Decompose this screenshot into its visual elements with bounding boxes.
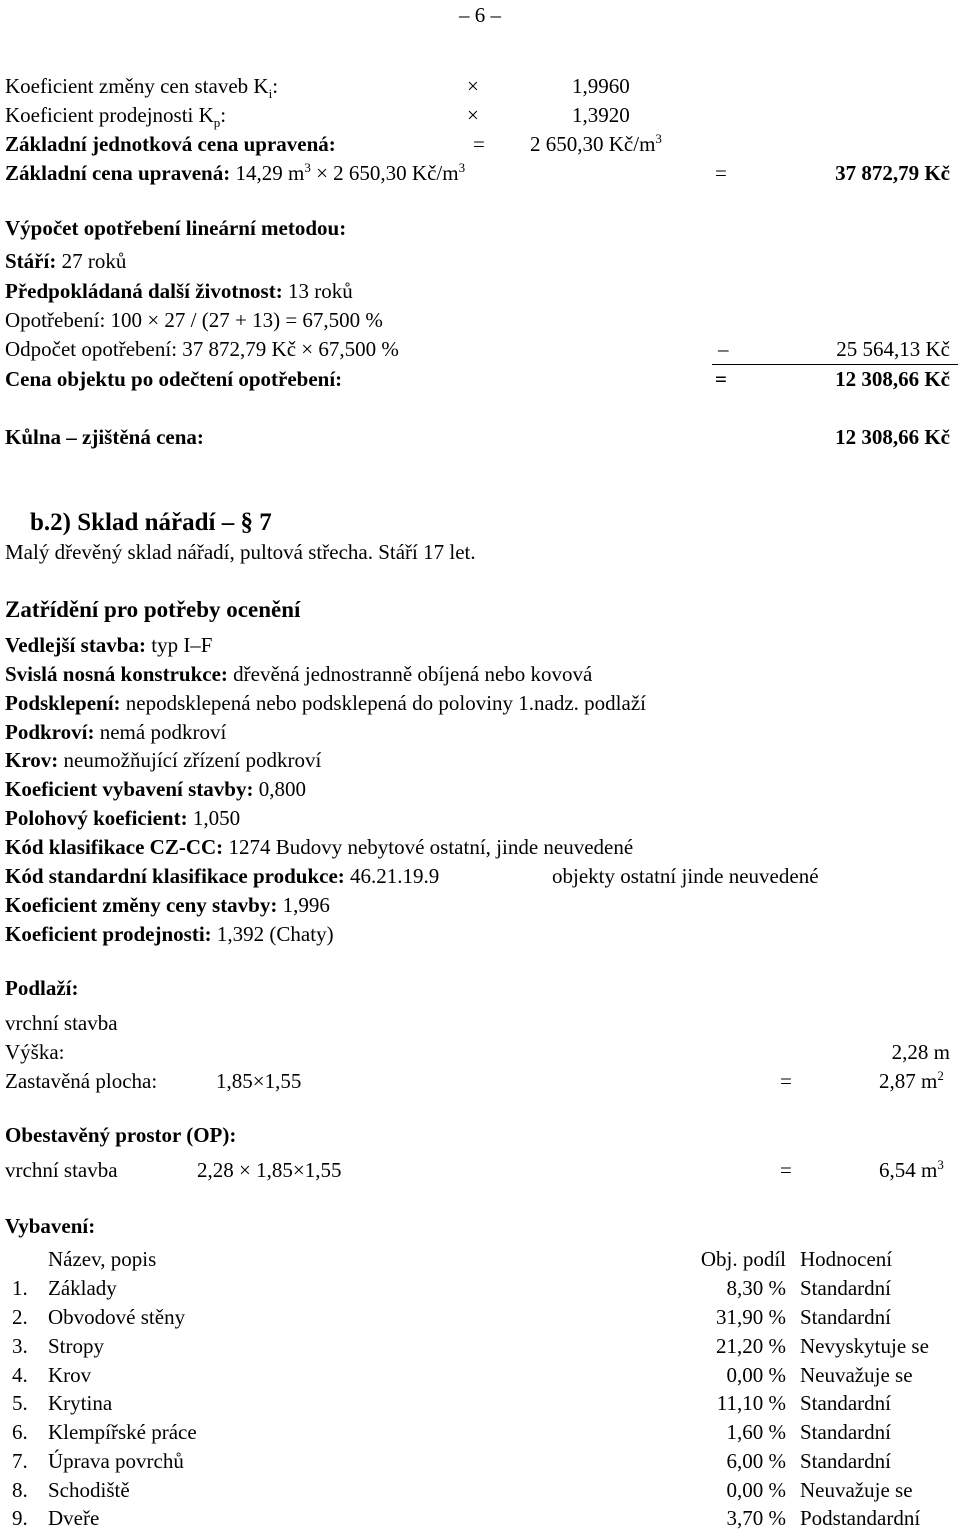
floors-heading: Podlaží: <box>5 976 79 1000</box>
classification-row: Podsklepení: nepodsklepená nebo podsklepená do poloviny 1.nadz. podlaží <box>5 691 646 715</box>
price-value: 12 308,66 Kč <box>835 367 950 391</box>
row-number: 4. <box>12 1363 28 1387</box>
row-rating: Standardní <box>800 1420 891 1444</box>
equals-sign: = <box>715 367 727 391</box>
height-value: 2,28 m <box>891 1040 950 1064</box>
equals-sign: = <box>780 1158 792 1182</box>
row-number: 9. <box>12 1506 28 1530</box>
zjc-label: Základní jednotková cena upravená: <box>5 132 336 156</box>
row-name: Klempířské práce <box>48 1420 197 1444</box>
row-share: 8,30 % <box>726 1276 786 1300</box>
classification-row: Koeficient vybavení stavby: 0,800 <box>5 777 306 801</box>
classification-row: Krov: neumožňující zřízení podkroví <box>5 748 322 772</box>
ki-label: Koeficient změny cen staveb $K_i$: <box>5 74 279 102</box>
volume-expr: 2,28 × 1,85×1,55 <box>197 1158 342 1182</box>
row-share: 6,00 % <box>726 1449 786 1473</box>
row-share: 1,60 % <box>726 1420 786 1444</box>
classification-row-extra: objekty ostatní jinde neuvedené <box>552 864 819 888</box>
zjc-value: 2 650,30 $Kč/m^3$ <box>530 131 662 156</box>
row-rating: Neuvažuje se <box>800 1478 913 1502</box>
volume-label: vrchní stavba <box>5 1158 118 1182</box>
equals-sign: = <box>780 1069 792 1093</box>
col-header-name: Název, popis <box>48 1247 157 1271</box>
row-number: 3. <box>12 1334 28 1358</box>
classification-row: Polohový koeficient: 1,050 <box>5 806 241 830</box>
row-number: 8. <box>12 1478 28 1502</box>
ki-value: 1,9960 <box>572 74 630 98</box>
life-row: Předpokládaná další životnost: 13 roků <box>5 279 353 303</box>
row-share: 0,00 % <box>726 1478 786 1502</box>
area-label: Zastavěná plocha: <box>5 1069 158 1093</box>
row-name: Dveře <box>48 1506 100 1530</box>
found-label: Kůlna – zjištěná cena: <box>5 425 204 449</box>
row-name: Krov <box>48 1363 92 1387</box>
zc-result: 37 872,79 Kč <box>835 161 950 185</box>
row-name: Základy <box>48 1276 117 1300</box>
row-name: Krytina <box>48 1391 113 1415</box>
found-value: 12 308,66 Kč <box>835 425 950 449</box>
classification-row: Vedlejší stavba: typ I–F <box>5 633 213 657</box>
col-header-share: Obj. podíl <box>700 1247 786 1271</box>
row-share: 21,20 % <box>716 1334 786 1358</box>
row-rating: Standardní <box>800 1449 891 1473</box>
row-share: 0,00 % <box>726 1363 786 1387</box>
row-rating: Standardní <box>800 1391 891 1415</box>
classification-row: Kód standardní klasifikace produkce: 46.21.19.9 <box>5 864 440 888</box>
classification-row: Svislá nosná konstrukce: dřevěná jednostranně obíjená nebo kovová <box>5 662 593 686</box>
wear-row: Opotřebení: 100 × 27 / (27 + 13) = 67,500 % <box>5 308 383 332</box>
classification-row: Koeficient prodejnosti: 1,392 (Chaty) <box>5 922 334 946</box>
sum-rule <box>712 364 958 365</box>
equals-sign: = <box>715 161 727 185</box>
height-label: Výška: <box>5 1040 65 1064</box>
row-share: 11,10 % <box>716 1391 786 1415</box>
col-header-rating: Hodnocení <box>800 1247 893 1271</box>
classification-heading: Zatřídění pro potřeby ocenění <box>5 597 301 622</box>
section-description: Malý dřevěný sklad nářadí, pultová střecha. Stáří 17 let. <box>5 540 476 564</box>
deduct-value: 25 564,13 Kč <box>836 337 950 361</box>
row-rating: Standardní <box>800 1305 891 1329</box>
area-value: 2,87 $m^2$ <box>879 1068 944 1093</box>
equipment-heading: Vybavení: <box>5 1214 96 1238</box>
classification-row: Koeficient změny ceny stavby: 1,996 <box>5 893 330 917</box>
age-row: Stáří: 27 roků <box>5 249 127 273</box>
minus-sign: – <box>718 337 729 361</box>
kp-value: 1,3920 <box>572 103 630 127</box>
classification-row: Kód klasifikace CZ-CC: 1274 Budovy nebytové ostatní, jinde neuvedené <box>5 835 634 859</box>
row-number: 1. <box>12 1276 28 1300</box>
times-sign: × <box>467 74 479 98</box>
row-name: Schodiště <box>48 1478 130 1502</box>
row-rating: Neuvažuje se <box>800 1363 913 1387</box>
row-rating: Nevyskytuje se <box>800 1334 929 1358</box>
times-sign: × <box>467 103 479 127</box>
area-expr: 1,85×1,55 <box>216 1069 302 1093</box>
deduct-row: Odpočet opotřebení: 37 872,79 Kč × 67,500 % <box>5 337 399 361</box>
zc-row: Základní cena upravená: 14,29 $m^3 \times 2$ 650,30 $Kč/m^3$ <box>5 160 466 185</box>
page-number: – 6 – <box>459 3 501 27</box>
row-number: 5. <box>12 1391 28 1415</box>
row-number: 6. <box>12 1420 28 1444</box>
row-share: 3,70 % <box>726 1506 786 1530</box>
volume-value: 6,54 $m^3$ <box>879 1157 944 1182</box>
section-title: b.2) Sklad nářadí – § 7 <box>30 509 272 536</box>
equals-sign: = <box>473 132 485 156</box>
row-rating: Podstandardní <box>800 1506 921 1530</box>
depreciation-heading: Výpočet opotřebení lineární metodou: <box>5 216 347 240</box>
row-share: 31,90 % <box>716 1305 786 1329</box>
row-name: Stropy <box>48 1334 105 1358</box>
row-number: 2. <box>12 1305 28 1329</box>
classification-row: Podkroví: nemá podkroví <box>5 720 227 744</box>
price-label: Cena objektu po odečtení opotřebení: <box>5 367 343 391</box>
kp-label: Koeficient prodejnosti $K_p$: <box>5 103 227 131</box>
row-name: Obvodové stěny <box>48 1305 186 1329</box>
floors-sub: vrchní stavba <box>5 1011 118 1035</box>
volume-heading: Obestavěný prostor (OP): <box>5 1123 237 1147</box>
row-rating: Standardní <box>800 1276 891 1300</box>
row-name: Úprava povrchů <box>48 1449 184 1473</box>
row-number: 7. <box>12 1449 28 1473</box>
